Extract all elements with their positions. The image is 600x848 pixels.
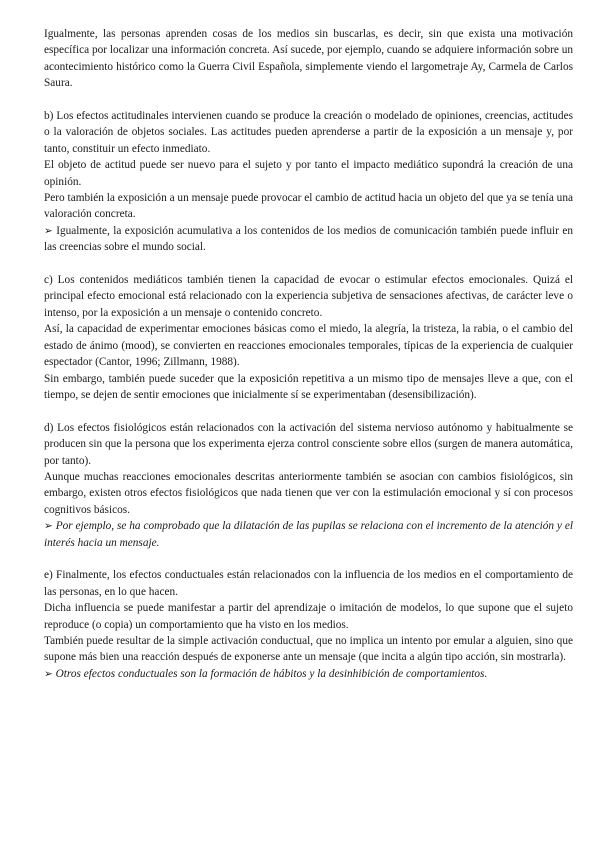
section-b-paragraph-1: b) Los efectos actitudinales intervienen cuando se produce la creación o modelado de opiniones, creencias, actitudes o la valoración de objetos sociales. Las actitudes pueden aprenderse a partir de la exposición a un mensaje y, por tanto, constituir un efecto inmediato. <box>44 110 573 155</box>
arrow-bullet-icon: ➢ <box>44 520 53 533</box>
document-page <box>44 26 573 682</box>
section-e-bullet <box>44 666 573 682</box>
section-c-paragraph-3: Sin embargo, también puede suceder que la exposición repetitiva a un mismo tipo de mensajes lleve a que, con el tiempo, se dejen de sentir emociones que inicialmente sí se experimentaban (desensibilización). <box>44 372 573 401</box>
spacer <box>44 403 573 419</box>
section-d-bullet-text: Por ejemplo, se ha comprobado que la dilatación de las pupilas se relaciona con el incremento de la atención y el interés hacia un mensaje. <box>44 520 573 549</box>
section-b-paragraph-2: El objeto de actitud puede ser nuevo para el sujeto y por tanto el impacto mediático supondrá la creación de una opinión. <box>44 159 573 188</box>
section-b-paragraph-3: Pero también la exposición a un mensaje puede provocar el cambio de actitud hacia un objeto del que ya se tenía una valoración concreta. <box>44 192 573 221</box>
section-e-paragraph-1: e) Finalmente, los efectos conductuales están relacionados con la influencia de los medios en el comportamiento de las personas, en lo que hacen. <box>44 569 573 598</box>
section-c-paragraph-1: c) Los contenidos mediáticos también tienen la capacidad de evocar o estimular efectos emocionales. Quizá el principal efecto emocional está relacionado con la experiencia subjetiva de sensaciones afectivas, de carácter leve o intenso, por la exposición a un mensaje o contenido concreto. <box>44 274 573 319</box>
section-e-paragraph-3: También puede resultar de la simple activación conductual, que no implica un intento por emular a alguien, sino que supone más bien una reacción después de exponerse ante un mensaje (que incita a algún tipo acción, sin mostrarla). <box>44 634 573 664</box>
arrow-bullet-icon: ➢ <box>44 667 53 680</box>
section-e-paragraph-2: Dicha influencia se puede manifestar a partir del aprendizaje o imitación de modelos, lo que supone que el sujeto reproduce (o copia) un comportamiento que ha visto en los medios. <box>44 602 573 631</box>
spacer <box>44 256 573 272</box>
spacer <box>44 92 573 108</box>
section-b-bullet-text: Igualmente, la exposición acumulativa a los contenidos de los medios de comunicación también puede influir en las creencias sobre el mundo social. <box>44 224 573 254</box>
section-b-bullet <box>44 223 573 256</box>
spacer <box>44 551 573 567</box>
section-d-paragraph-1: d) Los efectos fisiológicos están relacionados con la activación del sistema nervioso autónomo y habitualmente se producen sin que la persona que los experimenta ejerza control consciente sobre ellos (surgen de manera automática, por tanto). <box>44 421 573 467</box>
section-e-bullet-text: Otros efectos conductuales son la formación de hábitos y la desinhibición de comportamientos. <box>52 667 488 680</box>
arrow-bullet-icon: ➢ <box>44 224 53 237</box>
section-d-bullet <box>44 518 573 551</box>
section-c-paragraph-2: Así, la capacidad de experimentar emociones básicas como el miedo, la alegría, la tristeza, la rabia, o el cambio del estado de ánimo (mood), se convierten en reacciones emocionales temporales, típicas de la experiencia de cualquier espectador (Cantor, 1996; Zillmann, 1988). <box>44 323 573 369</box>
intro-paragraph: Igualmente, las personas aprenden cosas de los medios sin buscarlas, es decir, sin que exista una motivación específica por localizar una información concreta. Así sucede, por ejemplo, cuando se adquiere información sobre un acontecimiento histórico como la Guerra Civil Española, simplemente viendo el largometraje Ay, Carmela de Carlos Saura. <box>44 28 573 90</box>
section-d-paragraph-2: Aunque muchas reacciones emocionales descritas anteriormente también se asocian con cambios fisiológicos, sin embargo, existen otros efectos fisiológicos que nada tienen que ver con la estimulación emocional y sí con procesos cognitivos básicos. <box>44 470 573 516</box>
